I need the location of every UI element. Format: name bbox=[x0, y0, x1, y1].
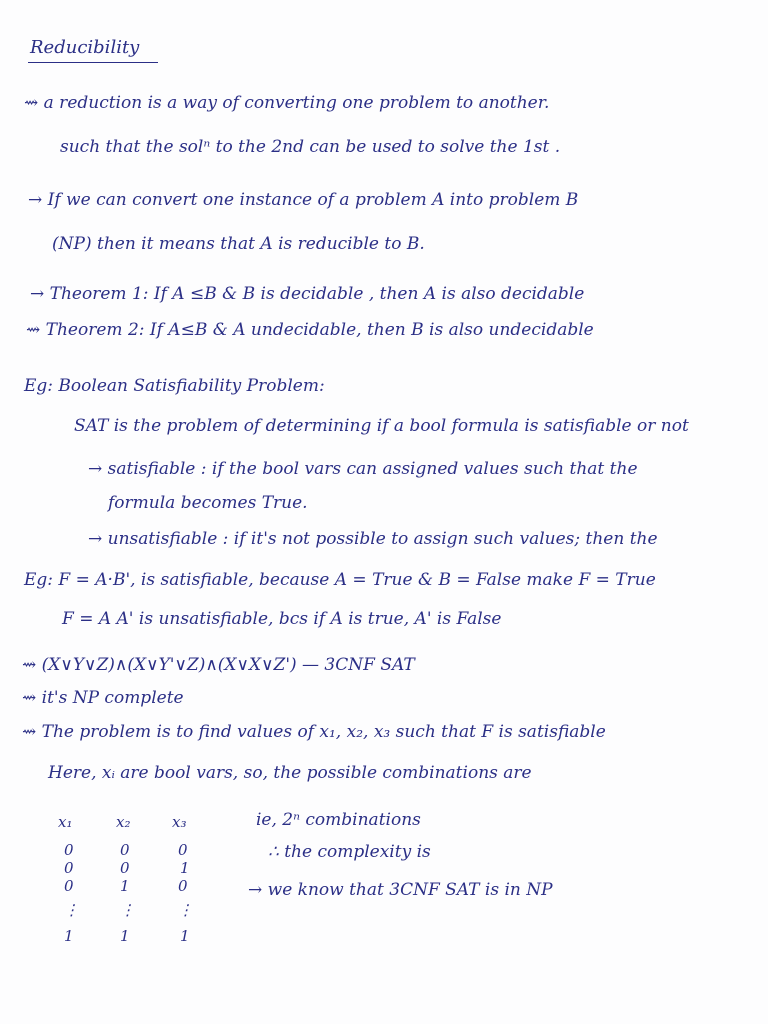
table-cell: 0 bbox=[64, 877, 74, 895]
problem-statement: ⇝ The problem is to find values of x₁, x₂, x₃ such that F is satisfiable bbox=[22, 722, 606, 742]
table-cell: ⋮ bbox=[120, 901, 135, 919]
theorem-1: → Theorem 1: If A ≤B & B is decidable , then A is also decidable bbox=[30, 284, 585, 304]
combinations-note: ie, 2ⁿ combinations bbox=[256, 810, 421, 830]
table-cell: 1 bbox=[120, 927, 130, 945]
page-title: Reducibility bbox=[30, 37, 140, 58]
here-line: Here, xᵢ are bool vars, so, the possible combinations are bbox=[48, 763, 532, 783]
table-cell: 1 bbox=[180, 859, 190, 877]
sat-definition: SAT is the problem of determining if a bool formula is satisfiable or not bbox=[74, 416, 689, 436]
cnf-expression: ⇝ (X∨Y∨Z)∧(X∨Y'∨Z)∧(X∨X∨Z') — 3CNF SAT bbox=[22, 655, 415, 675]
theorem-2: ⇝ Theorem 2: If A≤B & A undecidable, then B is also undecidable bbox=[26, 320, 594, 340]
table-cell: 1 bbox=[120, 877, 130, 895]
sat-heading: Eg: Boolean Satisfiability Problem: bbox=[24, 376, 325, 396]
np-note: → we know that 3CNF SAT is in NP bbox=[248, 880, 553, 900]
convert-line-1: → If we can convert one instance of a problem A into problem B bbox=[28, 190, 579, 210]
unsatisfiable-line: → unsatisfiable : if it's not possible to assign such values; then the bbox=[88, 529, 658, 549]
intro-line-1: ⇝ a reduction is a way of converting one problem to another. bbox=[24, 93, 550, 113]
example-line-1: Eg: F = A·B', is satisfiable, because A = True & B = False make F = True bbox=[24, 570, 656, 590]
table-cell: 0 bbox=[178, 877, 188, 895]
table-header-x2: x₂ bbox=[116, 813, 131, 831]
complexity-note: ∴ the complexity is bbox=[268, 842, 431, 862]
table-cell: ⋮ bbox=[178, 901, 193, 919]
table-cell: 0 bbox=[64, 841, 74, 859]
convert-line-2: (NP) then it means that A is reducible to B. bbox=[52, 234, 425, 254]
title-underline bbox=[28, 62, 158, 63]
table-cell: 0 bbox=[64, 859, 74, 877]
table-cell: 0 bbox=[178, 841, 188, 859]
intro-line-2: such that the solⁿ to the 2nd can be used to solve the 1st . bbox=[60, 137, 561, 157]
table-cell: 0 bbox=[120, 859, 130, 877]
np-complete-note: ⇝ it's NP complete bbox=[22, 688, 184, 708]
table-header-x3: x₃ bbox=[172, 813, 187, 831]
table-cell: 1 bbox=[180, 927, 190, 945]
example-line-2: F = A A' is unsatisfiable, bcs if A is true, A' is False bbox=[62, 609, 502, 629]
table-header-x1: x₁ bbox=[58, 813, 73, 831]
table-cell: 1 bbox=[64, 927, 74, 945]
satisfiable-line-1: → satisfiable : if the bool vars can assigned values such that the bbox=[88, 459, 638, 479]
table-cell: 0 bbox=[120, 841, 130, 859]
satisfiable-line-2: formula becomes True. bbox=[108, 493, 308, 513]
table-cell: ⋮ bbox=[64, 901, 79, 919]
